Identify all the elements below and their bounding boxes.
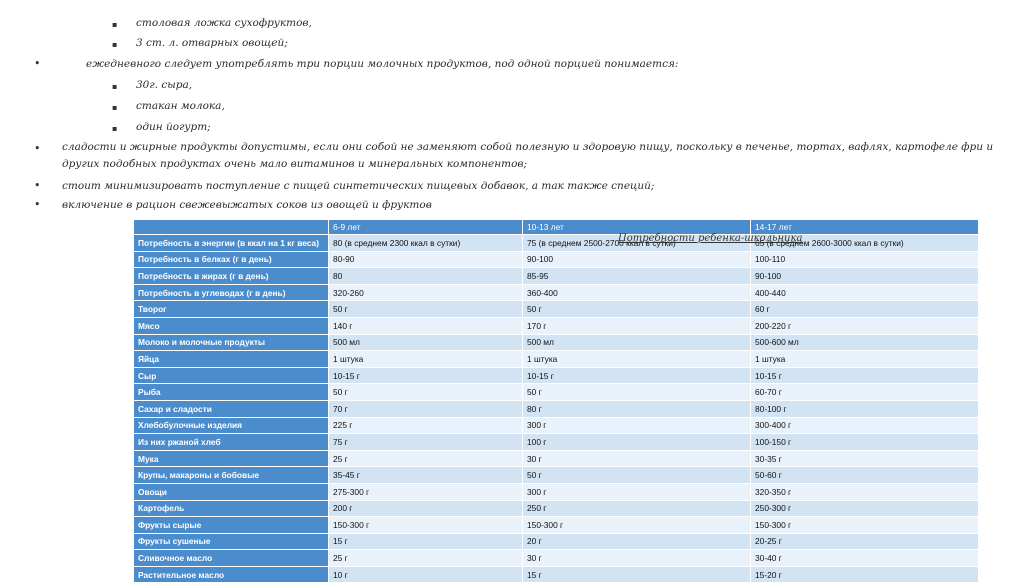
bullet-dot: • [34,142,41,155]
row-label-cell: Рыба [134,384,329,401]
table-row [134,367,979,384]
value-cell: 65 (в среднем 2600-3000 ккал в сутки) [751,235,979,252]
value-cell: 75 г [329,434,523,451]
row-label-cell: Творог [134,301,329,318]
value-cell: 150-300 г [523,517,751,534]
value-cell: 500 мл [329,334,523,351]
value-cell: 50-60 г [751,467,979,484]
table-row [134,301,979,318]
table-row [134,500,979,517]
bullet-square: ▪ [112,40,118,49]
bullet-dot: • [34,57,41,70]
row-label-cell: Потребность в белках (г в день) [134,251,329,268]
row-label-cell: Из них ржаной хлеб [134,434,329,451]
table-row [134,483,979,500]
value-cell: 170 г [523,317,751,334]
value-cell: 1 штука [523,351,751,368]
value-cell: 100-110 [751,251,979,268]
value-cell: 300 г [523,483,751,500]
value-cell: 100-150 г [751,434,979,451]
sub-bullet-text: 30г. сыра, [136,79,193,91]
value-cell: 50 г [523,301,751,318]
value-cell: 30-40 г [751,550,979,567]
value-cell: 360-400 [523,284,751,301]
value-cell: 1 штука [751,351,979,368]
row-label-cell: Яйца [134,351,329,368]
value-cell: 150-300 г [751,517,979,534]
row-label-cell: Сахар и сладости [134,400,329,417]
bullet-text: включение в рацион свежевыжатых соков из овощей и фруктов [62,199,432,211]
value-cell: 15 г [523,566,751,583]
value-cell: 10 г [329,566,523,583]
row-label-cell: Крупы, макароны и бобовые [134,467,329,484]
bullet-text: ежедневного следует употреблять три порции молочных продуктов, под одной порцией понимается: [86,58,679,70]
value-cell: 90-100 [523,251,751,268]
bullet-square: ▪ [112,82,118,91]
header-cell: 14-17 лет [751,220,979,235]
value-cell: 250-300 г [751,500,979,517]
value-cell: 80 (в среднем 2300 ккал в сутки) [329,235,523,252]
bullet-text: стоит минимизировать поступление с пищей синтетических пищевых добавок, а так также специй; [62,180,655,192]
value-cell: 80-90 [329,251,523,268]
row-label-cell: Сыр [134,367,329,384]
table-row [134,334,979,351]
value-cell: 80 [329,268,523,285]
value-cell: 200 г [329,500,523,517]
row-label-cell: Мука [134,450,329,467]
value-cell: 50 г [523,467,751,484]
value-cell: 25 г [329,450,523,467]
sub-bullet-text: столовая ложка сухофруктов, [136,17,312,29]
sub-bullet-text: 3 ст. л. отварных овощей; [136,37,288,49]
value-cell: 10-15 г [751,367,979,384]
table-row [134,550,979,567]
sub-bullet-text: стакан молока, [136,100,225,112]
row-label-cell: Потребность в углеводах (г в день) [134,284,329,301]
value-cell: 10-15 г [523,367,751,384]
header-cell: 6-9 лет [329,220,523,235]
value-cell: 320-260 [329,284,523,301]
value-cell: 225 г [329,417,523,434]
value-cell: 20-25 г [751,533,979,550]
table-row [134,450,979,467]
value-cell: 140 г [329,317,523,334]
value-cell: 300 г [523,417,751,434]
value-cell: 85-95 [523,268,751,285]
value-cell: 500-600 мл [751,334,979,351]
value-cell: 50 г [329,384,523,401]
table-row [134,351,979,368]
row-label-cell: Мясо [134,317,329,334]
table-header-row [134,220,979,235]
value-cell: 500 мл [523,334,751,351]
value-cell: 10-15 г [329,367,523,384]
row-label-cell: Потребность в энергии (в ккал на 1 кг веса) [134,235,329,252]
bullet-square: ▪ [112,20,118,29]
table-row [134,317,979,334]
value-cell: 15 г [329,533,523,550]
value-cell: 90-100 [751,268,979,285]
nutrition-table [133,219,979,583]
row-label-cell: Овощи [134,483,329,500]
row-label-cell: Сливочное масло [134,550,329,567]
table-row [134,235,979,252]
value-cell: 60-70 г [751,384,979,401]
value-cell: 60 г [751,301,979,318]
table-row [134,533,979,550]
value-cell: 80-100 г [751,400,979,417]
value-cell: 30-35 г [751,450,979,467]
value-cell: 30 г [523,450,751,467]
table-caption: Потребности ребенка-школьника [618,233,803,244]
bullet-text: сладости и жирные продукты допустимы, если они собой не заменяют собой полезную и здоровую пищу, поскольку в печенье, тортах, вафлях, картофеле фри и других подобных продуктах очень мало витаминов и минеральных компонентов; [62,141,994,170]
value-cell: 50 г [523,384,751,401]
row-label-cell: Растительное масло [134,566,329,583]
sub-bullet-text: один йогурт; [136,121,211,133]
bullet-square: ▪ [112,103,118,112]
value-cell: 25 г [329,550,523,567]
value-cell: 35-45 г [329,467,523,484]
table-row [134,400,979,417]
row-label-cell: Фрукты сырые [134,517,329,534]
table-row [134,566,979,583]
value-cell: 70 г [329,400,523,417]
row-label-cell: Хлебобулочные изделия [134,417,329,434]
value-cell: 300-400 г [751,417,979,434]
table-row [134,268,979,285]
table-row [134,434,979,451]
value-cell: 200-220 г [751,317,979,334]
value-cell: 20 г [523,533,751,550]
row-label-cell: Фрукты сушеные [134,533,329,550]
row-label-cell: Картофель [134,500,329,517]
table-row [134,384,979,401]
bullet-dot: • [34,198,41,211]
value-cell: 50 г [329,301,523,318]
table-row [134,251,979,268]
value-cell: 275-300 г [329,483,523,500]
header-cell-empty [134,220,329,235]
value-cell: 400-440 [751,284,979,301]
row-label-cell: Потребность в жирах (г в день) [134,268,329,285]
value-cell: 75 (в среднем 2500-2700 ккал в сутки) [523,235,751,252]
value-cell: 150-300 г [329,517,523,534]
value-cell: 15-20 г [751,566,979,583]
bullet-dot: • [34,179,41,192]
header-cell: 10-13 лет [523,220,751,235]
table-row [134,467,979,484]
value-cell: 1 штука [329,351,523,368]
value-cell: 100 г [523,434,751,451]
table-row [134,417,979,434]
bullet-square: ▪ [112,124,118,133]
table-row [134,517,979,534]
value-cell: 30 г [523,550,751,567]
value-cell: 250 г [523,500,751,517]
value-cell: 80 г [523,400,751,417]
value-cell: 320-350 г [751,483,979,500]
table-row [134,284,979,301]
row-label-cell: Молоко и молочные продукты [134,334,329,351]
